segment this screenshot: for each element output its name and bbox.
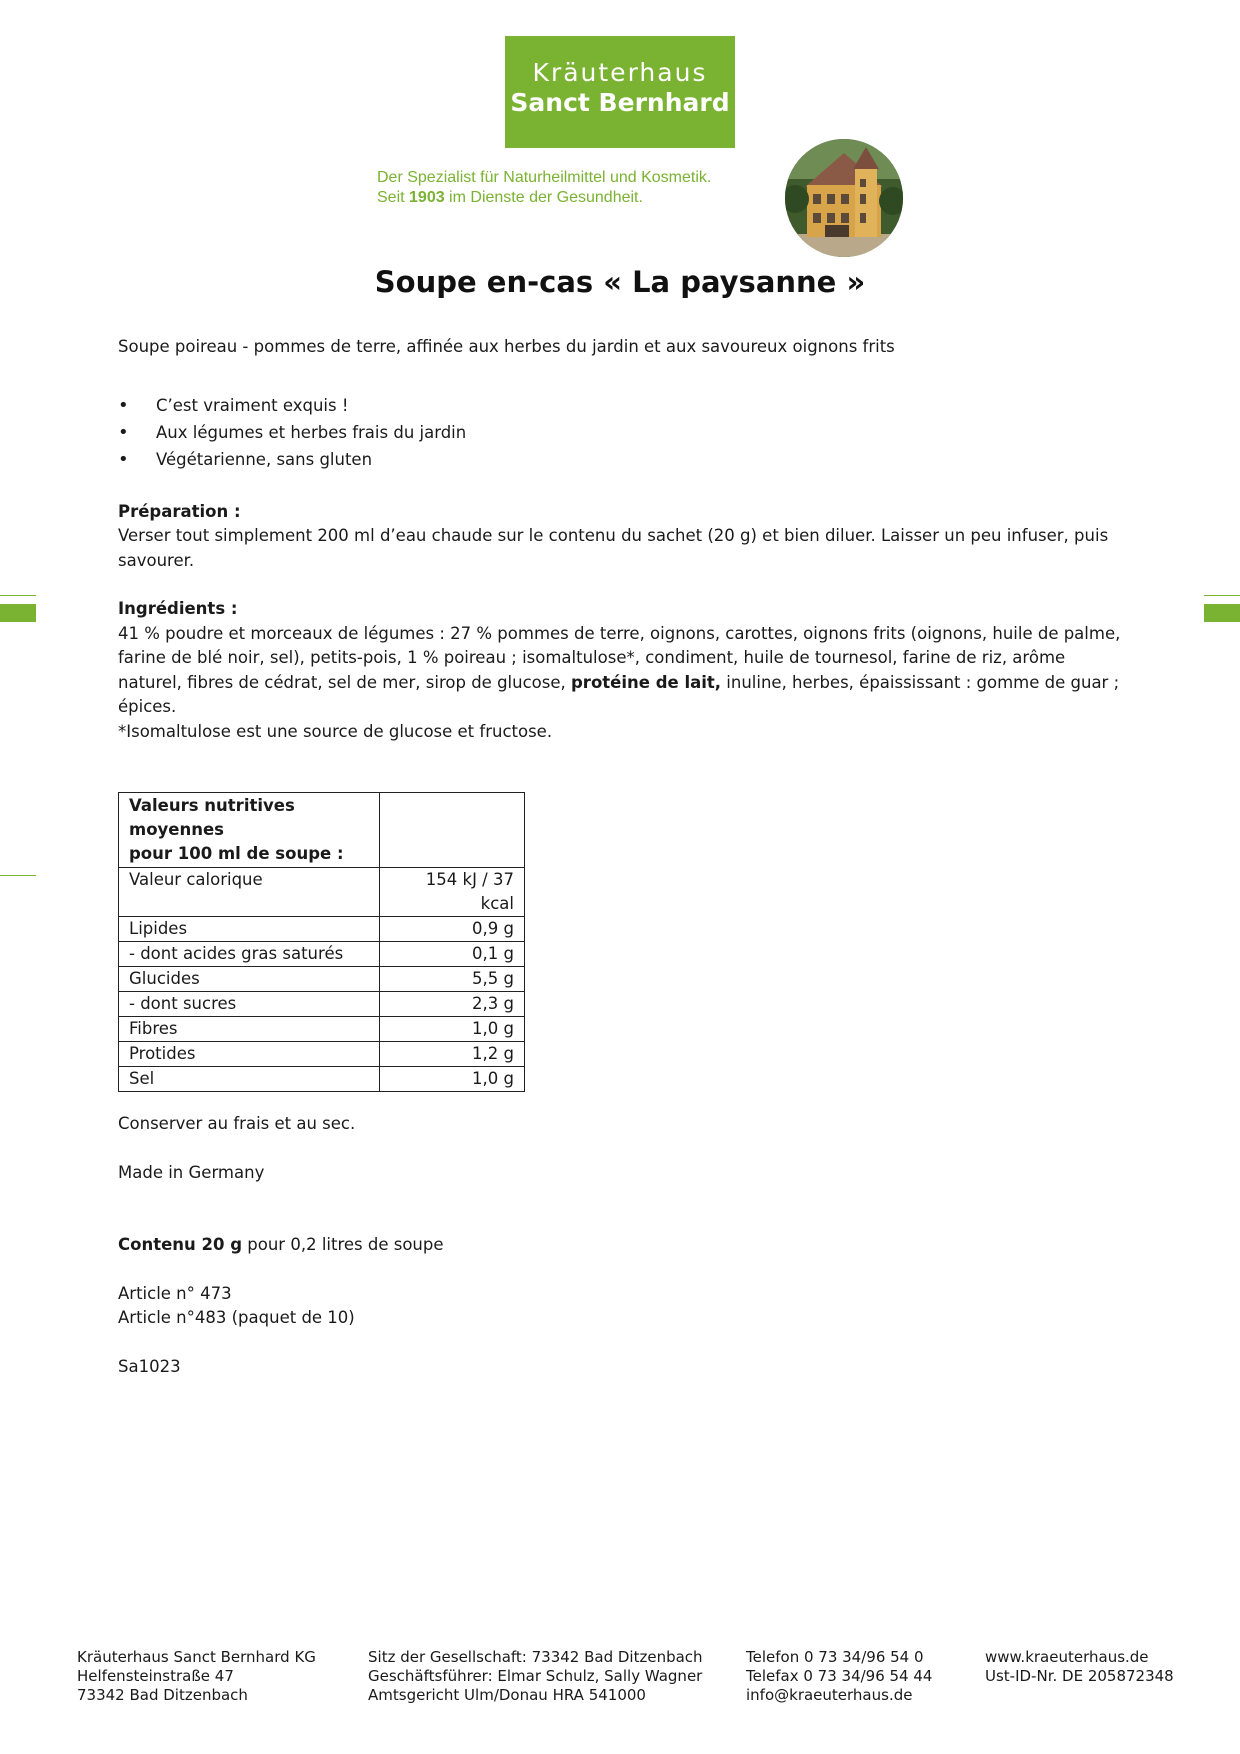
nutrition-table <box>118 792 525 1092</box>
footer-web: www.kraeuterhaus.de Ust-ID-Nr. DE 205872348 <box>985 1648 1174 1685</box>
product-intro: Soupe poireau - pommes de terre, affinée aux herbes du jardin et aux savoureux oignons frits <box>118 337 895 356</box>
right-fold-mark-line <box>1204 595 1240 596</box>
feature-list <box>118 392 1128 473</box>
table-row: Glucides 5,5 g <box>119 967 525 992</box>
article-number-pack: Article n°483 (paquet de 10) <box>118 1308 355 1327</box>
website-link[interactable]: www.kraeuterhaus.de <box>985 1648 1149 1666</box>
brand-name-line2: Sanct Bernhard <box>510 88 730 117</box>
tagline-line2: Seit 1903 im Dienste der Gesundheit. <box>377 189 643 206</box>
storage-note: Conserver au frais et au sec. <box>118 1114 356 1133</box>
origin-note: Made in Germany <box>118 1162 265 1182</box>
email-link[interactable]: info@kraeuterhaus.de <box>746 1686 913 1704</box>
table-row: - dont acides gras saturés 0,1 g <box>119 942 525 967</box>
feature-item: • C’est vraiment exquis ! <box>118 392 1128 419</box>
footer-company: Kräuterhaus Sanct Bernhard KG Helfensteinstraße 47 73342 Bad Ditzenbach <box>77 1648 316 1704</box>
left-punch-mark <box>0 875 36 876</box>
preparation-title: Préparation : <box>118 501 241 521</box>
brand-tagline <box>377 168 711 208</box>
footer-legal: Sitz der Gesellschaft: 73342 Bad Ditzenbach Geschäftsführer: Elmar Schulz, Sally Wagner Amtsgericht Ulm/Donau HRA 541000 <box>368 1648 703 1704</box>
preparation-text: Verser tout simplement 200 ml d’eau chaude sur le contenu du sachet (20 g) et bien diluer. Laisser un peu infuser, puis savourer. <box>118 526 1109 570</box>
main-content <box>118 335 1128 1379</box>
left-fold-mark-line <box>0 595 36 596</box>
nutrition-table-header: Valeurs nutritives moyennes pour 100 ml de soupe : <box>119 793 380 868</box>
table-row: Protides 1,2 g <box>119 1042 525 1067</box>
table-header-row <box>119 793 525 868</box>
table-row: Fibres 1,0 g <box>119 1017 525 1042</box>
tagline-line1: Der Spezialist für Naturheilmittel und Kosmetik. <box>377 169 712 186</box>
table-row: Sel 1,0 g <box>119 1067 525 1092</box>
brand-name-line1: Kräuterhaus <box>532 58 708 87</box>
building-photo <box>785 139 903 257</box>
left-fold-mark-bar <box>0 604 36 622</box>
table-row: - dont sucres 2,3 g <box>119 992 525 1017</box>
feature-item: • Végétarienne, sans gluten <box>118 446 1128 473</box>
right-fold-mark-bar <box>1204 604 1240 622</box>
table-row: Lipides 0,9 g <box>119 917 525 942</box>
brand-logo <box>505 36 735 148</box>
article-number: Article n° 473 <box>118 1283 232 1303</box>
ingredients-title: Ingrédients : <box>118 599 238 618</box>
contents-note: Contenu 20 g pour 0,2 litres de soupe <box>118 1235 444 1254</box>
feature-item: • Aux légumes et herbes frais du jardin <box>118 419 1128 446</box>
page-title: Soupe en-cas « La paysanne » <box>374 265 866 299</box>
table-row: Valeur calorique 154 kJ / 37 kcal <box>119 868 525 917</box>
document-code: Sa1023 <box>118 1356 181 1376</box>
ingredients-footnote: *Isomaltulose est une source de glucose et fructose. <box>118 721 553 741</box>
ingredients-text: 41 % poudre et morceaux de légumes : 27 % pommes de terre, oignons, carottes, oignons frits (oignons, huile de palme, farine de blé noir, sel), petits-pois, 1 % poireau ; isomaltulose*, condiment, huile de tournesol, farine de riz, arôme naturel, fibres de cédrat, sel de mer, sirop de glucose, protéine de lait, inuline, herbes, épaississant : gomme de guar ; épices. <box>118 623 1121 716</box>
footer-contact: Telefon 0 73 34/96 54 0 Telefax 0 73 34/96 54 44 info@kraeuterhaus.de <box>746 1648 933 1704</box>
